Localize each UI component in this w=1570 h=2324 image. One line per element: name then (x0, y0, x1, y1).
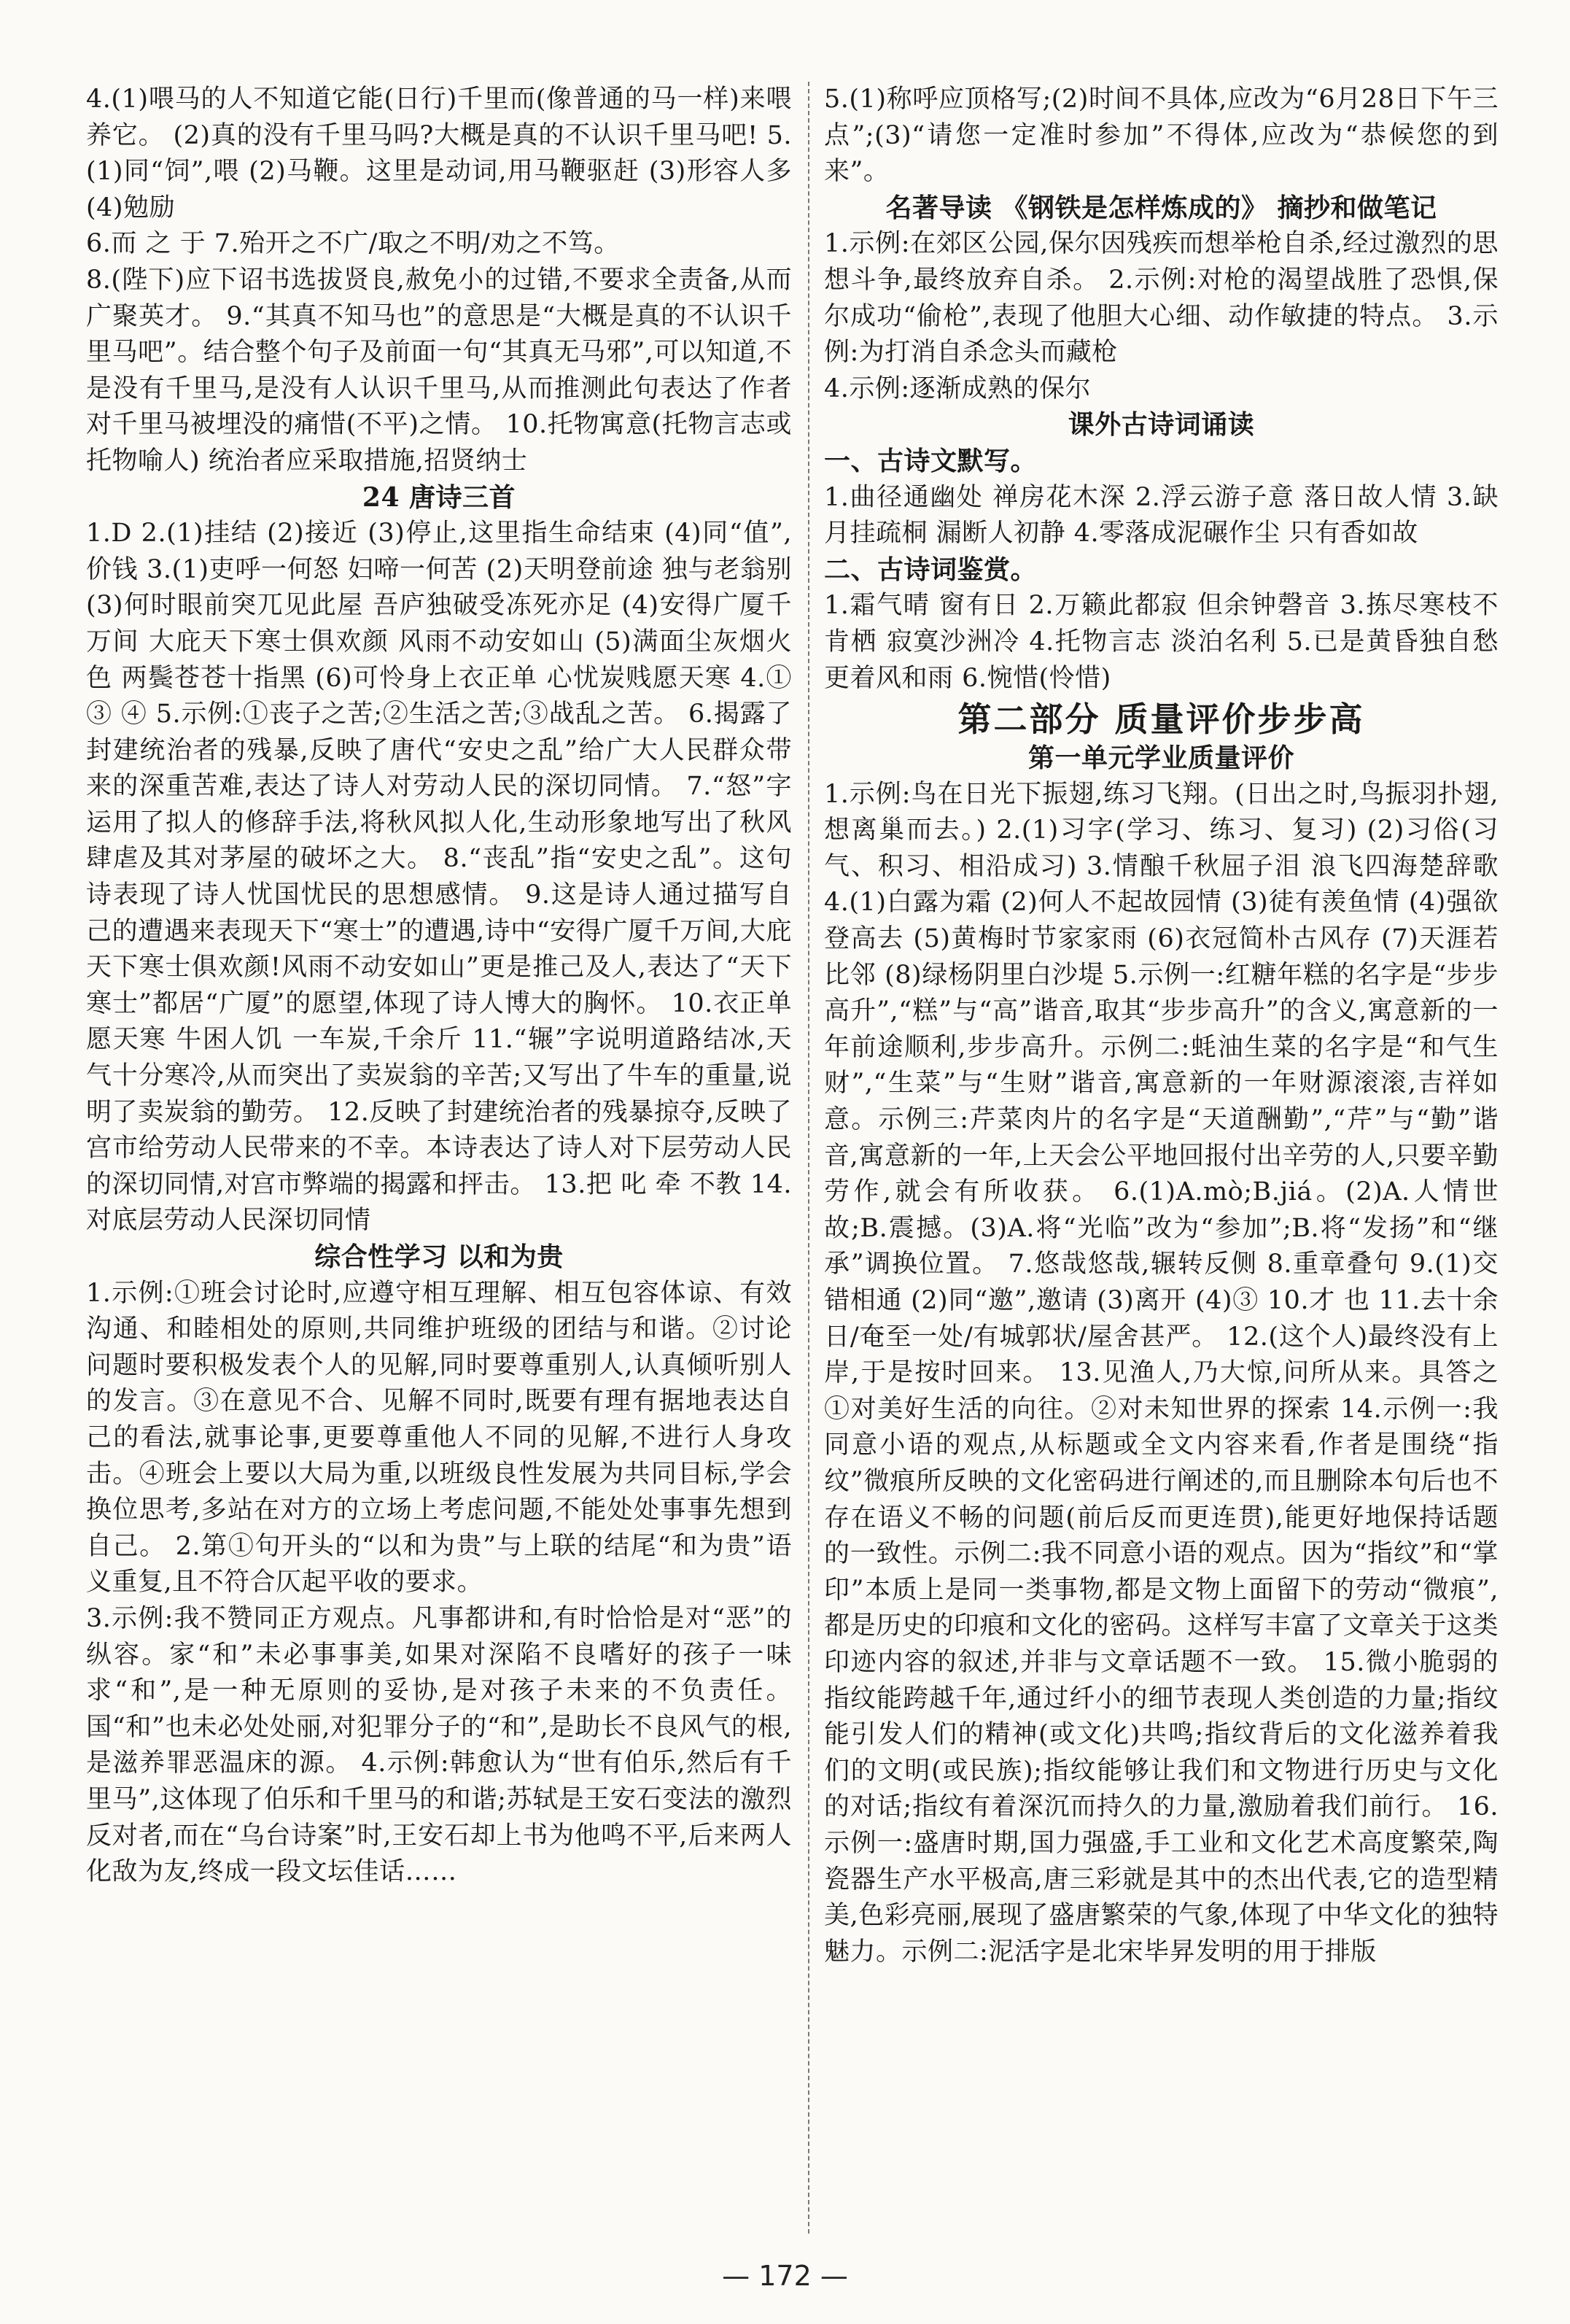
answer-paragraph: 3.示例:我不赞同正方观点。凡事都讲和,有时恰恰是对“恶”的纵容。家“和”未必事事美,如果对深陷不良嗜好的孩子一味求“和”,是一种无原则的妥协,是对孩子未来的不负责任。国“和”也未必处处丽,对犯罪分子的“和”,是助长不良风气的根,是滋养罪恶温床的源。 4.示例:韩愈认为“世有伯乐,然后有千里马”,这体现了伯乐和千里马的和谐;苏轼是王安石变法的激烈反对者,而在“乌台诗案”时,王安石却上书为他鸣不平,后来两人化敌为友,终成一段文坛佳话…… (86, 1603, 792, 1887)
answer-paragraph: 4.示例:逐渐成熟的保尔 (824, 373, 1092, 403)
section-heading-extra-poems: 课外古诗词诵读 (1068, 409, 1255, 441)
left-column (86, 82, 792, 2248)
answer-paragraph: 1.示例:在郊区公园,保尔因残疾而想举枪自杀,经过激烈的思想斗争,最终放弃自杀。 2.示例:对枪的渴望战胜了恐惧,保尔成功“偷枪”,表现了他胆大心细、动作敏捷的特点。 3.示例:为打消自杀念头而藏枪 (824, 229, 1499, 368)
page-number: — 172 — (722, 2260, 848, 2292)
answer-paragraph: 5.(1)称呼应顶格写;(2)时间不具体,应改为“6月28日下午三点”;(3)“请您一定准时参加”不得体,应改为“恭候您的到来”。 (824, 85, 1499, 187)
section-heading-classic-reading: 名著导读 《钢铁是怎样炼成的》 摘抄和做笔记 (885, 192, 1437, 223)
right-column (824, 82, 1499, 2248)
answer-paragraph: 4.(1)喂马的人不知道它能(日行)千里而(像普通的马一样)来喂养它。 (2)真的没有千里马吗?大概是真的不认识千里马吧! 5.(1)同“饲”,喂 (2)马鞭。这里是动词,用马鞭驱赶 (3)形容人多 (4)勉励 (86, 85, 792, 222)
part-heading: 第二部分 质量评价步步高 (957, 700, 1365, 740)
answer-paragraph: 1.D 2.(1)挂结 (2)接近 (3)停止,这里指生命结束 (4)同“值”,价钱 3.(1)吏呼一何怒 妇啼一何苦 (2)天明登前途 独与老翁别 (3)何时眼前突兀见此屋 吾庐独破受冻死亦足 (4)安得广厦千万间 大庇天下寒士俱欢颜 风雨不动安如山 (5)满面尘灰烟火色 两鬓苍苍十指黑 (6)可怜身上衣正单 心忧炭贱愿天寒 4.① ③ ④ 5.示例:①丧子之苦;②生活之苦;③战乱之苦。 6.揭露了封建统治者的残暴,反映了唐代“安史之乱”给广大人民群众带来的深重苦难,表达了诗人对劳动人民的深切同情。 7.“怒”字运用了拟人的修辞手法,将秋风拟人化,生动形象地写出了秋风肆虐及其对茅屋的破坏之大。 8.“丧乱”指“安史之乱”。这句诗表现了诗人忧国忧民的思想感情。 9.这是诗人通过描写自己的遭遇来表现天下“寒士”的遭遇,诗中“安得广厦千万间,大庇天下寒士俱欢颜!风雨不动安如山”更是推己及人,表达了“天下寒士”都居“广厦”的愿望,体现了诗人博大的胸怀。 10.衣正单 愿天寒 牛困人饥 一车炭,千余斤 11.“辗”字说明道路结冰,天气十分寒冷,从而突出了卖炭翁的辛苦;又写出了牛车的重量,说明了卖炭翁的勤劳。 12.反映了封建统治者的残暴掠夺,反映了宫市给劳动人民带来的不幸。本诗表达了诗人对下层劳动人民的深切同情,对宫市弊端的揭露和抨击。 13.把 叱 牵 不教 14.对底层劳动人民深切同情 (86, 519, 792, 1236)
answer-paragraph: 1.曲径通幽处 禅房花木深 2.浮云游子意 落日故人情 3.缺月挂疏桐 漏断人初静 4.零落成泥碾作尘 只有香如故 (824, 482, 1499, 549)
answer-paragraph: 8.(陛下)应下诏书选拔贤良,赦免小的过错,不要求全责备,从而广聚英才。 9.“其真不知马也”的意思是“大概是真的不认识千里马吧”。结合整个句子及前面一句“其真无马邪”,可以知道,不是没有千里马,是没有人认识千里马,从而推测此句表达了作者对千里马被埋没的痛惜(不平)之情。 10.托物寓意(托物言志或托物喻人) 统治者应采取措施,招贤纳士 (86, 265, 792, 476)
section-heading-comprehensive-study: 综合性学习 以和为贵 (314, 1242, 564, 1272)
answer-paragraph: 1.示例:①班会讨论时,应遵守相互理解、相互包容体谅、有效沟通、和睦相处的原则,共同维护班级的团结与和谐。②讨论问题时要积极发表个人的见解,同时要尊重别人,认真倾听别人的发言。③在意见不合、见解不同时,既要有理有据地表达自己的看法,就事论事,更要尊重他人不同的见解,不进行人身攻击。④班会上要以大局为重,以班级良性发展为共同目标,学会换位思考,多站在对方的立场上考虑问题,不能处处事事先想到自己。 2.第①句开头的“以和为贵”与上联的结尾“和为贵”语义重复,且不符合仄起平收的要求。 (86, 1278, 792, 1597)
column-divider (808, 82, 809, 2234)
answer-paragraph: 1.霜气晴 窗有日 2.万籁此都寂 但余钟磬音 3.拣尽寒枝不肯栖 寂寞沙洲冷 4.托物言志 淡泊名利 5.已是黄昏独自愁 更着风和雨 6.惋惜(怜惜) (824, 591, 1499, 693)
answer-paragraph: 6.而 之 于 7.殆开之不广/取之不明/劝之不笃。 (86, 229, 620, 259)
section-heading-tang-poems: 24 唐诗三首 (362, 481, 516, 513)
subsection-heading: 一、古诗文默写。 (824, 445, 1038, 476)
subsection-heading: 二、古诗词鉴赏。 (824, 554, 1038, 585)
answer-paragraph: 1.示例:鸟在日光下振翅,练习飞翔。(日出之时,鸟振羽扑翅,想离巢而去。) 2.(1)习字(学习、练习、复习) (2)习俗(习气、积习、相沿成习) 3.情酿千秋屈子泪 浪飞四海楚辞歌 4.(1)白露为霜 (2)何人不起故园情 (3)徒有羡鱼情 (4)强欲登高去 (5)黄梅时节家家雨 (6)衣冠简朴古风存 (7)天涯若比邻 (8)绿杨阴里白沙堤 5.示例一:红糖年糕的名字是“步步高升”,“糕”与“高”谐音,取其“步步高升”的含义,寓意新的一年前途顺利,步步高升。示例二:蚝油生菜的名字是“和气生财”,“生菜”与“生财”谐音,寓意新的一年财源滚滚,吉祥如意。示例三:芹菜肉片的名字是“天道酬勤”,“芹”与“勤”谐音,寓意新的一年,上天会公平地回报付出辛劳的人,只要辛勤劳作,就会有所收获。 6.(1)A.mò;B.jiá。(2)A.人情世故;B.震撼。(3)A.将“光临”改为“参加”;B.将“发扬”和“继承”调换位置。 7.悠哉悠哉,辗转反侧 8.重章叠句 9.(1)交错相通 (2)同“邀”,邀请 (3)离开 (4)③ 10.才 也 11.去十余日/奄至一处/有城郭状/屋舍甚严。 12.(这个人)最终没有上岸,于是按时回来。 13.见渔人,乃大惊,问所从来。具答之 ①对美好生活的向往。②对未知世界的探索 14.示例一:我同意小语的观点,从标题或全文内容来看,作者是围绕“指纹”微痕所反映的文化密码进行阐述的,而且删除本句后也不存在语义不畅的问题(前后反而更连贯),能更好地保持话题的一致性。示例二:我不同意小语的观点。因为“指纹”和“掌印”本质上是同一类事物,都是文物上面留下的劳动“微痕”,都是历史的印痕和文化的密码。这样写丰富了文章关于这类印迹内容的叙述,并非与文章话题不一致。 15.微小脆弱的指纹能跨越千年,通过纤小的细节表现人类创造的力量;指纹能引发人们的精神(或文化)共鸣;指纹背后的文化滋养着我们的文明(或民族);指纹能够让我们和文物进行历史与文化的对话;指纹有着深沉而持久的力量,激励着我们前行。 16.示例一:盛唐时期,国力强盛,手工业和文化艺术高度繁荣,陶瓷器生产水平极高,唐三彩就是其中的杰出代表,它的造型精美,色彩亮丽,展现了盛唐繁荣的气象,体现了中华文化的独特魅力。示例二:泥活字是北宋毕昇发明的用于排版 (824, 779, 1499, 1967)
section-heading-unit1: 第一单元学业质量评价 (1027, 743, 1294, 774)
